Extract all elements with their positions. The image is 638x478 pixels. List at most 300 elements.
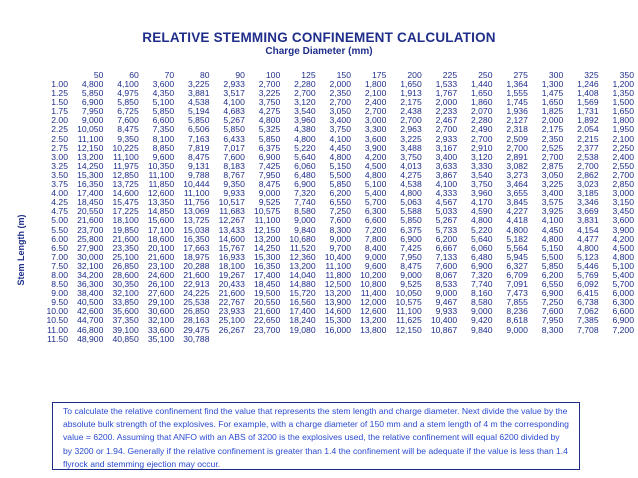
table-cell: 2,233 — [435, 107, 458, 117]
table-cell: 15,300 — [253, 252, 281, 262]
table-cell: 27,900 — [77, 243, 104, 253]
column-header-diameter: 275 — [513, 70, 528, 80]
table-cell: 2,054 — [577, 125, 599, 135]
row-header-stem-length: 11.50 — [47, 334, 68, 344]
table-cell: 3,960 — [470, 189, 493, 199]
table-cell: 6,480 — [294, 170, 316, 180]
table-cell: 18,450 — [253, 280, 281, 290]
table-cell: 2,700 — [470, 134, 493, 144]
table-cell: 4,154 — [577, 225, 599, 235]
table-cell: 11,625 — [396, 316, 422, 326]
table-cell: 9,000 — [470, 307, 493, 317]
table-cell: 4,275 — [258, 107, 281, 117]
table-cell: 20,550 — [77, 207, 104, 217]
table-cell: 2,550 — [612, 161, 634, 171]
table-cell: 44,700 — [77, 316, 104, 326]
table-row — [34, 80, 634, 89]
table-cell: 19,850 — [112, 225, 139, 235]
table-cell: 11,100 — [254, 216, 281, 226]
table-cell: 34,200 — [77, 270, 104, 280]
table-cell: 9,933 — [223, 189, 245, 199]
table-cell: 3,750 — [470, 180, 493, 190]
table-cell: 1,825 — [541, 107, 564, 117]
table-cell: 7,473 — [506, 289, 528, 299]
table-cell: 4,477 — [577, 234, 599, 244]
table-cell: 1,950 — [612, 125, 634, 135]
table-cell: 8,580 — [294, 207, 316, 217]
table-cell: 3,150 — [612, 198, 634, 208]
table-cell: 4,500 — [612, 243, 634, 253]
table-cell: 2,175 — [400, 98, 422, 108]
table-cell: 10,050 — [395, 289, 422, 299]
table-cell: 2,000 — [541, 116, 564, 126]
table-cell: 15,475 — [112, 198, 139, 208]
row-header-stem-length: 6.00 — [51, 234, 68, 244]
table-cell: 11,100 — [148, 170, 175, 180]
table-cell — [422, 335, 457, 344]
table-cell: 7,017 — [223, 143, 245, 153]
table-cell: 6,415 — [577, 289, 599, 299]
table-cell: 13,433 — [218, 225, 245, 235]
table-cell: 3,900 — [364, 143, 387, 153]
table-cell: 7,250 — [541, 298, 564, 308]
table-cell: 12,267 — [218, 216, 245, 226]
table-cell: 2,438 — [400, 107, 422, 117]
table-cell: 7,740 — [294, 198, 316, 208]
table-cell: 13,200 — [253, 234, 281, 244]
table-cell: 9,131 — [187, 161, 210, 171]
table-cell: 1,569 — [577, 98, 599, 108]
table-cell: 5,564 — [506, 243, 528, 253]
row-header-stem-length: 8.50 — [51, 280, 68, 290]
column-header-diameter: 250 — [478, 70, 493, 80]
table-cell: 3,750 — [329, 125, 351, 135]
table-cell: 11,100 — [396, 307, 422, 317]
table-cell: 21,600 — [218, 289, 245, 299]
table-cell: 17,100 — [147, 225, 175, 235]
table-cell: 1,246 — [577, 80, 599, 89]
table-cell: 6,738 — [577, 298, 599, 308]
table-cell: 18,240 — [289, 316, 316, 326]
table-cell: 5,733 — [435, 225, 458, 235]
row-header-stem-length: 5.00 — [51, 216, 68, 226]
column-header-diameter: 350 — [619, 70, 634, 80]
table-cell: 23,700 — [77, 225, 104, 235]
table-cell: 5,850 — [81, 89, 104, 99]
table-cell: 4,538 — [400, 180, 422, 190]
table-cell: 12,150 — [395, 325, 422, 335]
table-cell: 30,600 — [147, 307, 175, 317]
table-cell: 8,767 — [223, 170, 245, 180]
y-axis-label — [14, 210, 28, 290]
table-cell: 4,538 — [187, 98, 210, 108]
table-cell: 6,667 — [435, 243, 458, 253]
table-cell: 26,100 — [147, 280, 175, 290]
table-cell: 2,700 — [612, 170, 634, 180]
table-cell: 4,800 — [541, 234, 564, 244]
table-row — [34, 207, 634, 216]
table-cell: 19,500 — [253, 289, 281, 299]
table-row — [34, 98, 634, 107]
table-cell: 1,533 — [435, 80, 458, 89]
table-cell: 4,567 — [435, 198, 458, 208]
column-header-diameter: 150 — [336, 70, 351, 80]
table-row — [34, 198, 634, 207]
table-cell: 32,100 — [77, 261, 104, 271]
table-cell: 15,300 — [324, 316, 351, 326]
table-cell: 16,560 — [289, 298, 316, 308]
table-cell — [210, 335, 245, 344]
table-cell: 18,975 — [183, 252, 210, 262]
table-cell: 5,500 — [329, 170, 351, 180]
table-cell: 7,200 — [612, 325, 634, 335]
table-cell: 5,769 — [577, 270, 599, 280]
row-header-stem-length: 4.00 — [51, 189, 68, 199]
table-cell: 11,100 — [325, 261, 351, 271]
table-cell: 2,700 — [329, 98, 351, 108]
table-row — [34, 307, 634, 316]
table-cell: 9,000 — [400, 270, 422, 280]
table-cell: 5,945 — [506, 252, 528, 262]
table-cell: 5,850 — [117, 98, 139, 108]
table-cell: 11,100 — [113, 152, 139, 162]
table-cell: 10,200 — [360, 270, 387, 280]
table-cell: 3,881 — [187, 89, 210, 99]
table-cell: 4,380 — [294, 125, 316, 135]
table-cell: 20,433 — [218, 280, 245, 290]
table-cell: 8,475 — [400, 261, 422, 271]
table-cell: 10,575 — [253, 207, 281, 217]
table-cell: 1,860 — [470, 98, 493, 108]
table-cell: 4,590 — [470, 207, 493, 217]
table-cell: 21,600 — [253, 307, 281, 317]
table-cell: 1,650 — [470, 89, 493, 99]
table-cell: 40,850 — [112, 334, 139, 344]
table-cell: 3,600 — [152, 80, 175, 89]
page-title: RELATIVE STEMMING CONFINEMENT CALCULATION — [142, 30, 496, 45]
row-header-stem-length: 1.25 — [51, 89, 68, 99]
table-row — [34, 107, 634, 116]
table-cell: 6,300 — [612, 298, 634, 308]
table-cell: 3,400 — [435, 152, 458, 162]
table-cell: 4,013 — [400, 161, 422, 171]
table-cell: 4,800 — [294, 134, 316, 144]
table-cell: 11,100 — [77, 134, 104, 144]
table-cell: 3,000 — [364, 116, 387, 126]
table-cell: 3,330 — [470, 161, 493, 171]
table-cell: 3,750 — [258, 98, 281, 108]
table-cell: 9,350 — [223, 180, 245, 190]
table-cell: 10,800 — [360, 280, 387, 290]
table-cell: 2,700 — [294, 89, 316, 99]
table-cell: 3,023 — [577, 180, 599, 190]
table-cell: 8,618 — [506, 316, 528, 326]
table-cell: 1,650 — [400, 80, 422, 89]
row-header-stem-length: 6.50 — [51, 243, 68, 253]
table-cell: 7,250 — [329, 207, 351, 217]
table-cell: 1,913 — [400, 89, 422, 99]
table-cell: 6,506 — [187, 125, 210, 135]
row-header-stem-length: 7.50 — [51, 261, 68, 271]
table-cell: 3,185 — [577, 189, 599, 199]
table-cell: 12,150 — [77, 143, 104, 153]
table-cell: 3,845 — [506, 198, 528, 208]
table-cell: 23,100 — [147, 261, 175, 271]
table-cell: 21,600 — [147, 252, 175, 262]
table-cell: 8,183 — [223, 161, 245, 171]
table-cell: 14,600 — [112, 189, 139, 199]
table-cell: 3,517 — [223, 89, 245, 99]
table-cell: 7,320 — [470, 270, 493, 280]
table-cell: 1,440 — [470, 80, 493, 89]
table-cell: 29,475 — [183, 325, 210, 335]
table-cell: 22,767 — [218, 298, 245, 308]
table-cell: 20,288 — [183, 261, 210, 271]
table-cell: 3,167 — [435, 143, 458, 153]
table-cell: 8,100 — [152, 134, 175, 144]
table-cell: 6,900 — [294, 180, 316, 190]
table-row — [34, 144, 634, 153]
table-cell: 9,467 — [435, 298, 458, 308]
table-cell: 38,400 — [77, 289, 104, 299]
table-cell: 1,555 — [506, 89, 528, 99]
table-cell: 3,925 — [541, 207, 564, 217]
table-cell: 2,070 — [470, 107, 493, 117]
table-cell: 4,170 — [470, 198, 493, 208]
row-header-stem-length: 2.50 — [51, 134, 68, 144]
table-cell: 15,038 — [183, 225, 210, 235]
table-cell: 5,220 — [470, 225, 493, 235]
table-cell — [528, 335, 563, 344]
table-row — [34, 316, 634, 325]
table-cell: 2,700 — [400, 116, 422, 126]
table-cell: 9,000 — [329, 234, 351, 244]
table-cell: 1,892 — [577, 116, 599, 126]
table-cell: 11,683 — [219, 207, 245, 217]
table-cell: 9,000 — [364, 252, 387, 262]
table-cell: 3,082 — [506, 161, 528, 171]
table-cell: 3,120 — [294, 98, 316, 108]
table-cell: 2,963 — [400, 125, 422, 135]
table-cell: 2,933 — [223, 80, 245, 89]
table-cell: 7,200 — [364, 225, 387, 235]
table-cell: 13,200 — [360, 316, 387, 326]
table-cell: 7,600 — [223, 152, 245, 162]
table-cell — [245, 335, 280, 344]
table-cell: 10,350 — [147, 161, 175, 171]
table-cell: 7,855 — [506, 298, 528, 308]
table-cell: 8,160 — [470, 289, 493, 299]
row-header-stem-length: 4.25 — [51, 198, 68, 208]
table-cell: 3,575 — [541, 198, 564, 208]
table-cell: 4,800 — [612, 252, 634, 262]
table-row — [34, 335, 634, 344]
table-cell: 1,408 — [577, 89, 599, 99]
table-cell: 12,360 — [289, 252, 316, 262]
table-cell: 4,800 — [329, 152, 351, 162]
table-cell: 39,100 — [112, 325, 139, 335]
table-cell: 8,475 — [187, 152, 210, 162]
y-axis-label-text: Stem Length (m) — [16, 214, 26, 286]
table-cell: 4,800 — [258, 116, 281, 126]
row-header-stem-length: 2.25 — [51, 125, 68, 135]
table-cell: 6,200 — [329, 189, 351, 199]
table-cell: 7,708 — [577, 325, 599, 335]
table-cell: 15,300 — [77, 170, 104, 180]
table-cell: 5,123 — [577, 252, 599, 262]
table-cell: 13,725 — [112, 180, 139, 190]
table-cell: 2,377 — [577, 143, 599, 153]
table-cell: 3,225 — [187, 80, 210, 89]
table-cell: 5,850 — [329, 180, 351, 190]
table-row — [34, 298, 634, 307]
table-cell: 7,950 — [400, 252, 422, 262]
table-cell: 11,850 — [148, 180, 175, 190]
table-cell: 3,120 — [470, 152, 493, 162]
table-cell: 23,933 — [218, 307, 245, 317]
table-cell: 9,420 — [470, 316, 493, 326]
table-cell: 5,182 — [506, 234, 528, 244]
table-cell: 4,500 — [364, 161, 387, 171]
table-cell: 30,000 — [77, 252, 104, 262]
table-cell: 2,280 — [294, 80, 316, 89]
table-row — [34, 135, 634, 144]
table-cell: 21,600 — [183, 270, 210, 280]
table-cell: 28,163 — [183, 316, 210, 326]
table-cell: 3,600 — [612, 216, 634, 226]
table-cell: 3,655 — [506, 189, 528, 199]
table-cell: 6,092 — [577, 280, 599, 290]
table-cell: 5,588 — [400, 207, 422, 217]
table-cell: 5,850 — [541, 261, 564, 271]
table-cell: 13,800 — [360, 325, 387, 335]
table-cell — [599, 335, 634, 344]
table-cell: 29,100 — [147, 298, 175, 308]
table-cell: 42,600 — [77, 307, 104, 317]
table-cell: 6,433 — [223, 134, 245, 144]
table-cell: 4,800 — [470, 216, 493, 226]
row-header-stem-length: 5.50 — [51, 225, 68, 235]
table-cell: 10,867 — [430, 325, 458, 335]
table-cell: 1,300 — [541, 80, 564, 89]
table-row — [34, 326, 634, 335]
table-cell: 2,700 — [435, 125, 458, 135]
column-header-diameter: 70 — [164, 70, 175, 80]
table-cell: 4,333 — [435, 189, 458, 199]
table-cell: 3,050 — [329, 107, 351, 117]
column-header-diameter: 50 — [93, 70, 104, 80]
table-cell: 1,350 — [612, 89, 634, 99]
table-cell: 14,850 — [147, 207, 175, 217]
table-cell: 6,600 — [152, 116, 175, 126]
table-cell: 3,225 — [400, 134, 422, 144]
table-row — [34, 262, 634, 271]
table-cell: 18,100 — [218, 261, 245, 271]
table-cell: 26,267 — [218, 325, 245, 335]
column-header-diameter: 80 — [199, 70, 210, 80]
table-cell: 23,700 — [253, 325, 281, 335]
table-row — [34, 226, 634, 235]
table-cell: 26,850 — [183, 307, 210, 317]
table-row — [34, 253, 634, 262]
table-cell: 30,788 — [183, 334, 210, 344]
table-cell: 18,100 — [112, 216, 139, 226]
table-cell: 15,600 — [147, 216, 175, 226]
table-cell: 9,000 — [81, 116, 104, 126]
table-cell: 9,000 — [506, 325, 528, 335]
table-cell: 6,200 — [541, 270, 564, 280]
column-header-diameter: 100 — [265, 70, 281, 80]
table-cell: 37,350 — [112, 316, 139, 326]
table-cell: 10,400 — [324, 252, 351, 262]
table-cell: 5,220 — [294, 143, 316, 153]
table-cell: 8,400 — [364, 243, 387, 253]
table-cell: 9,600 — [152, 152, 175, 162]
table-cell: 21,600 — [77, 216, 104, 226]
table-cell: 5,150 — [329, 161, 351, 171]
table-cell: 2,250 — [612, 143, 634, 153]
table-cell: 2,862 — [577, 170, 599, 180]
table-cell: 5,100 — [612, 261, 634, 271]
table-cell — [351, 335, 386, 344]
table-cell: 2,933 — [435, 134, 458, 144]
table-cell: 6,480 — [470, 252, 493, 262]
table-cell: 30,350 — [112, 280, 139, 290]
table-cell: 10,575 — [395, 298, 422, 308]
table-cell: 1,745 — [506, 98, 528, 108]
header-row — [34, 70, 634, 80]
table-cell: 9,788 — [187, 170, 210, 180]
row-header-stem-length: 1.00 — [51, 80, 68, 89]
table-cell: 3,900 — [612, 225, 634, 235]
table-cell: 32,100 — [112, 289, 139, 299]
table-cell: 6,000 — [612, 289, 634, 299]
column-header-diameter: 325 — [584, 70, 599, 80]
table-cell: 14,880 — [289, 280, 316, 290]
table-cell: 1,800 — [612, 116, 634, 126]
table-cell: 11,756 — [183, 198, 210, 208]
table-cell: 11,100 — [183, 189, 210, 199]
table-cell: 5,446 — [577, 261, 599, 271]
table-row — [34, 235, 634, 244]
table-cell: 4,800 — [506, 225, 528, 235]
explanation-note: To calculate the relative confinement find the value that represents the stem length and charge diameter. Next divide the value by the absolute bulk strength of the explosives. For example, with a charge diameter of 150 mm and a stem length of 4 m the corresponding value = 6200. Assuming that ANFO with an ABS of 3200 is the explosives used, the relative confinement will equal 6200 divided by by 3200 or 1.94. Generally if the relative confinement is greater than 1.4 the confinement will be adequate if the value is less than 1.4 flyrock and stemming ejection may occur. — [52, 402, 580, 470]
table-cell: 3,464 — [506, 180, 528, 190]
table-cell: 12,500 — [324, 280, 351, 290]
table-cell: 7,091 — [506, 280, 528, 290]
table-cell: 7,350 — [152, 125, 175, 135]
table-cell: 12,600 — [360, 307, 387, 317]
table-cell: 4,275 — [400, 170, 422, 180]
table-cell: 5,400 — [364, 189, 387, 199]
table-cell: 7,425 — [400, 243, 422, 253]
table-cell: 6,550 — [541, 280, 564, 290]
table-row — [34, 153, 634, 162]
table-cell: 13,200 — [324, 289, 351, 299]
table-cell: 5,150 — [541, 243, 564, 253]
table-cell: 7,062 — [577, 307, 599, 317]
table-cell: 2,525 — [541, 143, 564, 153]
page-subtitle: Charge Diameter (mm) — [265, 46, 373, 57]
column-header-diameter: 90 — [235, 70, 245, 80]
confinement-table — [34, 70, 634, 344]
table-cell: 3,050 — [541, 170, 564, 180]
table-cell: 14,600 — [324, 307, 351, 317]
table-cell: 2,318 — [506, 125, 528, 135]
table-cell: 25,100 — [112, 252, 139, 262]
row-header-stem-length: 1.75 — [51, 107, 68, 117]
table-cell: 9,840 — [470, 325, 493, 335]
